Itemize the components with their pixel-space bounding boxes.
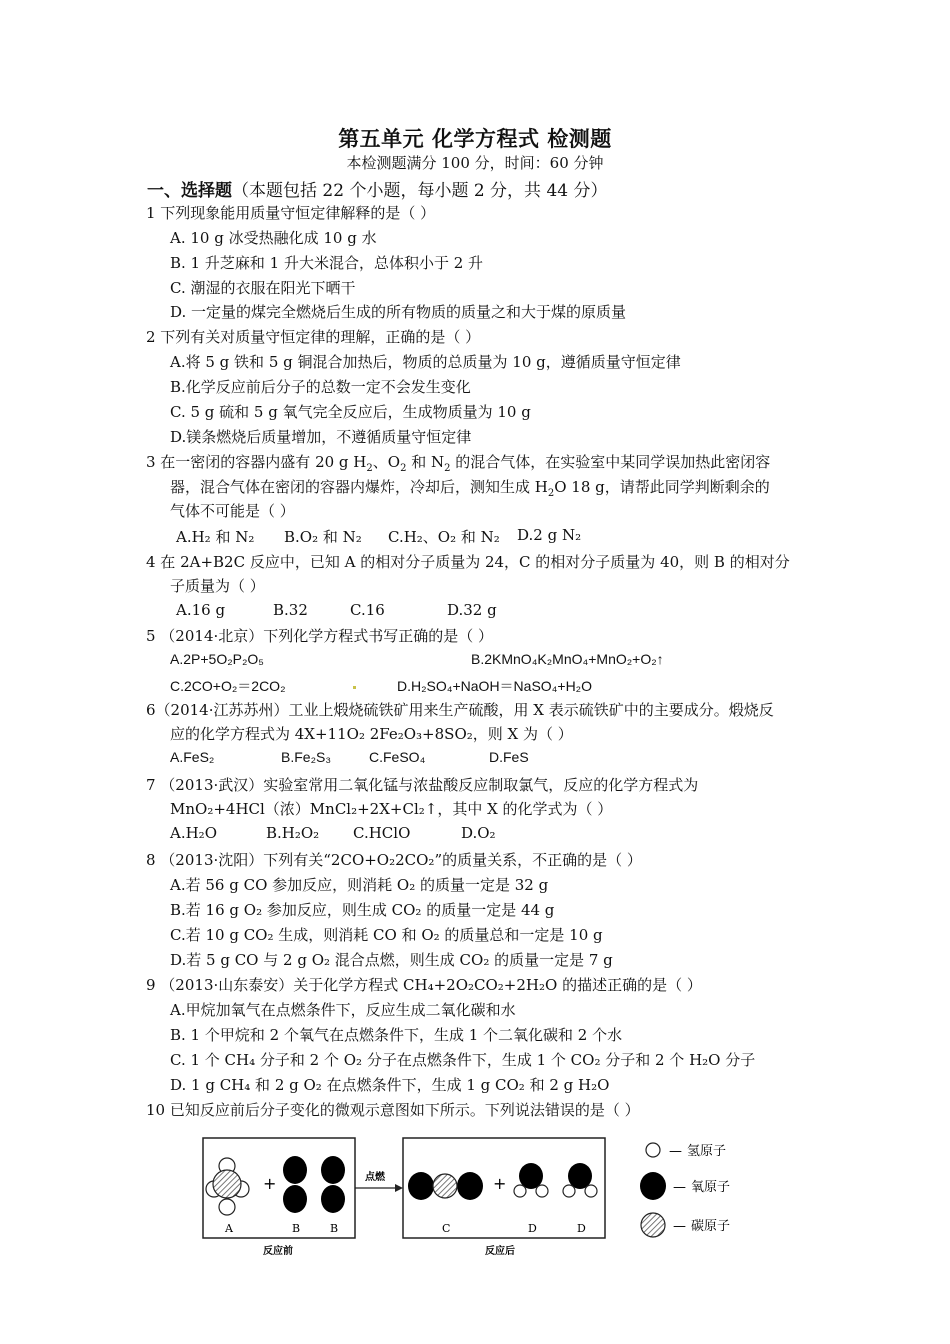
legend-hydrogen: 氢原子 bbox=[687, 1144, 727, 1159]
carbon-atom-icon bbox=[641, 1213, 665, 1237]
question-9-option-d: D. 1 g CH₄ 和 2 g O₂ 在点燃条件下，生成 1 g CO₂ 和 2 g H₂O bbox=[170, 1076, 610, 1094]
question-5-option-b: B.2KMnO₄K₂MnO₄+MnO₂+O₂↑ bbox=[471, 651, 664, 667]
q3-line2-part: 器，混合气体在密闭的容器内爆炸，冷却后，测知生成 H bbox=[170, 478, 548, 496]
label-a: A bbox=[225, 1222, 233, 1235]
methane-molecule bbox=[206, 1158, 249, 1215]
water-molecule bbox=[514, 1163, 548, 1197]
water-molecule bbox=[563, 1163, 597, 1197]
question-3-option-c: C.H₂、O₂ 和 N₂ bbox=[388, 528, 500, 546]
section-title: 一、选择题 bbox=[147, 181, 232, 201]
question-1-option-c: C. 潮湿的衣服在阳光下晒干 bbox=[170, 279, 356, 297]
question-4-line-2: 子质量为（ ） bbox=[170, 577, 265, 595]
molecule-reaction-diagram bbox=[195, 1132, 785, 1262]
question-4-option-c: C.16 bbox=[350, 601, 385, 619]
question-5-stem: 5 （2014·北京）下列化学方程式书写正确的是（ ） bbox=[146, 627, 494, 645]
question-7-option-c: C.HClO bbox=[353, 824, 411, 842]
question-3-stem: 3 在一密闭的容器内盛有 20 g $H_2$、$O_2$ 和 $N_2$ 的混合气体，在实验室中某同学误加热此密闭容 bbox=[146, 453, 771, 474]
question-5-option-c: C.2CO+O₂＝2CO₂ bbox=[170, 678, 286, 694]
arrow-label: 点燃 bbox=[365, 1172, 385, 1183]
legend-dash: — bbox=[673, 1180, 686, 1195]
question-8-option-c: C.若 10 g CO₂ 生成，则消耗 CO 和 O₂ 的质量总和一定是 10 g bbox=[170, 926, 603, 944]
oxygen-molecule bbox=[321, 1156, 345, 1213]
question-1-option-d: D. 一定量的煤完全燃烧后生成的所有物质的质量之和大于煤的原质量 bbox=[170, 303, 627, 321]
question-9-option-c: C. 1 个 CH₄ 分子和 2 个 O₂ 分子在点燃条件下，生成 1 个 CO₂ 分子和 2 个 H₂O 分子 bbox=[170, 1051, 756, 1069]
section-note: （本题包括 22 个小题，每小题 2 分，共 44 分） bbox=[232, 181, 608, 201]
question-6-option-c: C.FeSO₄ bbox=[369, 749, 426, 765]
question-4-option-d: D.32 g bbox=[447, 601, 497, 619]
caption-after: 反应后 bbox=[485, 1246, 515, 1257]
question-1-option-b: B. 1 升芝麻和 1 升大米混合，总体积小于 2 升 bbox=[170, 254, 484, 272]
question-7-option-d: D.O₂ bbox=[461, 824, 496, 842]
question-8-option-b: B.若 16 g O₂ 参加反应，则生成 CO₂ 的质量一定是 44 g bbox=[170, 901, 555, 919]
question-2-option-c: C. 5 g 硫和 5 g 氧气完全反应后，生成物质量为 10 g bbox=[170, 403, 531, 421]
question-3-option-d: D.2 g N₂ bbox=[517, 526, 582, 544]
question-9-stem: 9 （2013·山东泰安）关于化学方程式 CH₄+2O₂CO₂+2H₂O 的描述正确的是（ ） bbox=[146, 976, 702, 994]
question-6-line-2: 应的化学方程式为 4X+11O₂ 2Fe₂O₃+8SO₂，则 X 为（ ） bbox=[170, 725, 573, 743]
question-6-option-d: D.FeS bbox=[489, 749, 529, 765]
question-1-stem: 1 下列现象能用质量守恒定律解释的是（ ） bbox=[146, 204, 436, 222]
section-heading bbox=[147, 176, 608, 201]
legend-carbon: 碳原子 bbox=[691, 1219, 731, 1234]
oxygen-molecule bbox=[283, 1156, 307, 1213]
carbon-dioxide-molecule bbox=[408, 1172, 483, 1200]
question-9-option-a: A.甲烷加氧气在点燃条件下，反应生成二氧化碳和水 bbox=[170, 1001, 516, 1019]
plus-sign-before: + bbox=[263, 1174, 277, 1193]
question-3-option-a: A.H₂ 和 N₂ bbox=[176, 528, 255, 546]
stray-dot bbox=[353, 686, 356, 689]
label-b1: B bbox=[292, 1222, 301, 1235]
question-7-stem: 7 （2013·武汉）实验室常用二氧化锰与浓盐酸反应制取氯气，反应的化学方程式为 bbox=[146, 776, 699, 794]
question-2-option-a: A.将 5 g 铁和 5 g 铜混合加热后，物质的总质量为 10 g，遵循质量守恒定律 bbox=[170, 353, 681, 371]
label-b2: B bbox=[330, 1222, 339, 1235]
question-2-stem: 2 下列有关对质量守恒定律的理解，正确的是（ ） bbox=[146, 328, 481, 346]
arrow-head-icon bbox=[395, 1184, 403, 1192]
q3-stem-part: 和 N bbox=[406, 453, 445, 471]
question-7-option-a: A.H₂O bbox=[170, 824, 217, 842]
question-1-option-a: A. 10 g 冰受热融化成 10 g 水 bbox=[170, 229, 377, 247]
caption-before: 反应前 bbox=[263, 1246, 293, 1257]
legend-oxygen: 氧原子 bbox=[691, 1180, 731, 1195]
question-3-line-2: 器，混合气体在密闭的容器内爆炸，冷却后，测知生成 $H_2O$ 18 g，请帮此同学判断剩余的 bbox=[170, 478, 770, 499]
question-4-option-b: B.32 bbox=[273, 601, 308, 619]
q3-line2-part: O 18 g，请帮此同学判断剩余的 bbox=[554, 478, 770, 496]
page-subtitle: 本检测题满分 100 分，时间：60 分钟 bbox=[346, 154, 604, 172]
label-d1: D bbox=[528, 1222, 537, 1235]
question-8-stem: 8 （2013·沈阳）下列有关“2CO+O₂2CO₂”的质量关系，不正确的是（ ） bbox=[146, 851, 642, 869]
question-7-line-2: MnO₂+4HCl（浓）MnCl₂+2X+Cl₂↑，其中 X 的化学式为（ ） bbox=[170, 800, 613, 818]
legend bbox=[640, 1143, 730, 1237]
q3-stem-part: 3 在一密闭的容器内盛有 20 g H bbox=[146, 453, 367, 471]
question-7-option-b: B.H₂O₂ bbox=[266, 824, 320, 842]
hydrogen-atom-icon bbox=[646, 1143, 660, 1157]
oxygen-atom-icon bbox=[640, 1172, 666, 1200]
question-5-option-a: A.2P+5O₂P₂O₅ bbox=[170, 651, 264, 667]
question-8-option-d: D.若 5 g CO 与 2 g O₂ 混合点燃，则生成 CO₂ 的质量一定是 7 g bbox=[170, 951, 613, 969]
question-8-option-a: A.若 56 g CO 参加反应，则消耗 O₂ 的质量一定是 32 g bbox=[170, 876, 549, 894]
question-9-option-b: B. 1 个甲烷和 2 个氧气在点燃条件下，生成 1 个二氧化碳和 2 个水 bbox=[170, 1026, 623, 1044]
page-title: 第五单元 化学方程式 检测题 bbox=[338, 126, 612, 151]
legend-dash: — bbox=[673, 1219, 686, 1234]
label-d2: D bbox=[577, 1222, 586, 1235]
plus-sign-after: + bbox=[493, 1174, 507, 1193]
question-4-option-a: A.16 g bbox=[176, 601, 226, 619]
question-3-line-3: 气体不可能是（ ） bbox=[170, 502, 295, 520]
q3-stem-part: 、O bbox=[372, 453, 401, 471]
question-6-stem: 6（2014·江苏苏州）工业上煅烧硫铁矿用来生产硫酸，用 X 表示硫铁矿中的主要成分。煅烧反 bbox=[146, 701, 774, 719]
question-2-option-d: D.镁条燃烧后质量增加，不遵循质量守恒定律 bbox=[170, 428, 472, 446]
legend-dash: — bbox=[669, 1144, 682, 1159]
label-c: C bbox=[442, 1222, 451, 1235]
question-6-option-b: B.Fe₂S₃ bbox=[281, 749, 332, 765]
question-5-option-d: D.H₂SO₄+NaOH＝NaSO₄+H₂O bbox=[397, 678, 593, 694]
question-3-option-b: B.O₂ 和 N₂ bbox=[284, 528, 362, 546]
question-2-option-b: B.化学反应前后分子的总数一定不会发生变化 bbox=[170, 378, 471, 396]
question-4-stem: 4 在 2A+B2C 反应中，已知 A 的相对分子质量为 24，C 的相对分子质量为 40，则 B 的相对分 bbox=[146, 553, 790, 571]
question-6-option-a: A.FeS₂ bbox=[170, 749, 215, 765]
q3-stem-part: 的混合气体，在实验室中某同学误加热此密闭容 bbox=[450, 453, 771, 471]
question-10-stem: 10 已知反应前后分子变化的微观示意图如下所示。下列说法错误的是（ ） bbox=[146, 1101, 640, 1119]
